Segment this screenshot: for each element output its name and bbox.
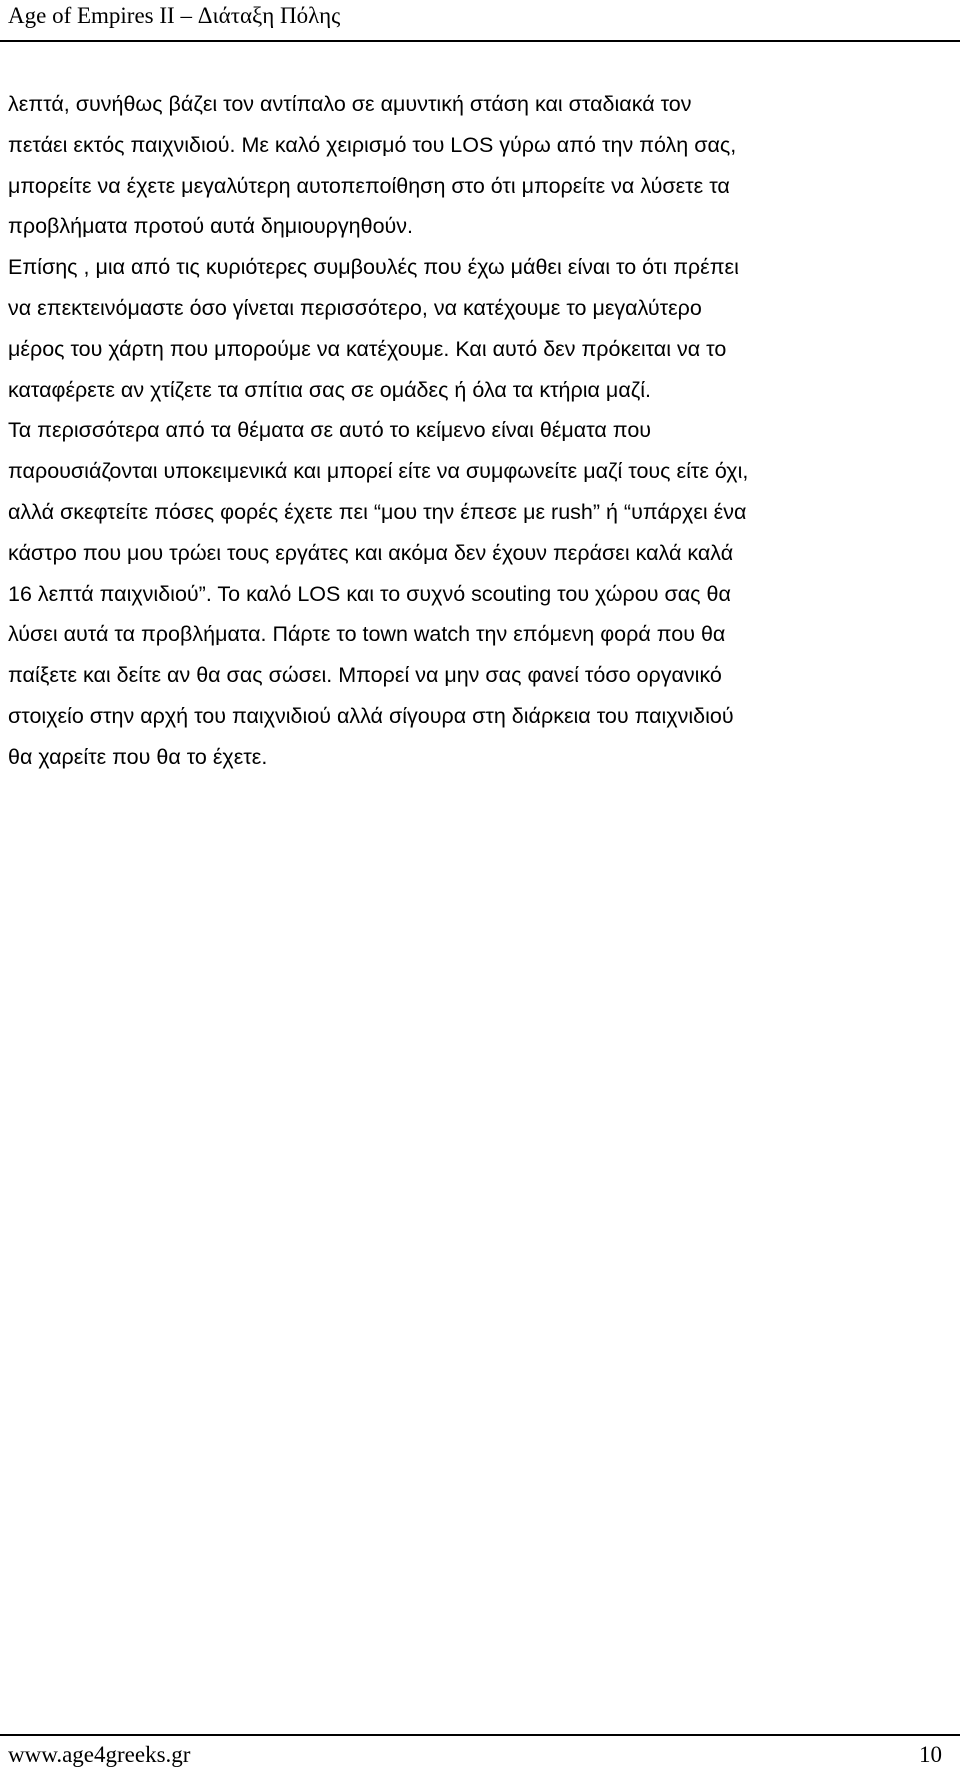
text-line: μέρος του χάρτη που μπορούμε να κατέχουμε. Και αυτό δεν πρόκειται να το xyxy=(8,336,727,361)
document-body xyxy=(8,84,954,778)
text-line: λεπτά, συνήθως βάζει τον αντίπαλο σε αμυντική στάση και σταδιακά τον xyxy=(8,92,692,116)
footer-website: www.age4greeks.gr xyxy=(8,1742,191,1767)
text-line: παρουσιάζονται υποκειμενικά και μπορεί είτε να συμφωνείτε μαζί τους είτε όχι, xyxy=(8,459,749,484)
text-line: θα χαρείτε που θα το έχετε. xyxy=(8,744,268,769)
text-line: κάστρο που μου τρώει τους εργάτες και ακόμα δεν έχουν περάσει καλά καλά xyxy=(8,540,734,565)
text-line: καταφέρετε αν χτίζετε τα σπίτια σας σε ομάδες ή όλα τα κτήρια μαζί. xyxy=(8,377,651,402)
header-divider xyxy=(0,40,960,42)
text-line: να επεκτεινόμαστε όσο γίνεται περισσότερο, να κατέχουμε το μεγαλύτερο xyxy=(8,295,702,320)
page-header-title: Age of Empires II – Διάταξη Πόλης xyxy=(8,3,341,28)
text-line: μπορείτε να έχετε μεγαλύτερη αυτοπεποίθηση στο ότι μπορείτε να λύσετε τα xyxy=(8,173,730,198)
text-line: Τα περισσότερα από τα θέματα σε αυτό το κείμενο είναι θέματα που xyxy=(8,418,652,443)
text-line: Επίσης , μια από τις κυριότερες συμβουλές που έχω μάθει είναι το ότι πρέπει xyxy=(8,255,739,280)
text-line: προβλήματα προτού αυτά δημιουργηθούν. xyxy=(8,214,414,239)
page-number: 10 xyxy=(919,1742,942,1767)
text-line: αλλά σκεφτείτε πόσες φορές έχετε πει “μου την έπεσε με rush” ή “υπάρχει ένα xyxy=(8,499,747,524)
text-line: στοιχείο στην αρχή του παιχνιδιού αλλά σίγουρα στη διάρκεια του παιχνιδιού xyxy=(8,703,734,728)
text-line: λύσει αυτά τα προβλήματα. Πάρτε το town watch την επόμενη φορά που θα xyxy=(8,622,726,647)
text-line: πετάει εκτός παιχνιδιού. Με καλό χειρισμό του LOS γύρω από την πόλη σας, xyxy=(8,132,737,157)
footer-divider xyxy=(0,1734,960,1736)
text-line: παίξετε και δείτε αν θα σας σώσει. Μπορεί να μην σας φανεί τόσο οργανικό xyxy=(8,663,722,688)
text-line: 16 λεπτά παιχνιδιού”. Το καλό LOS και το συχνό scouting του χώρου σας θα xyxy=(8,581,731,606)
